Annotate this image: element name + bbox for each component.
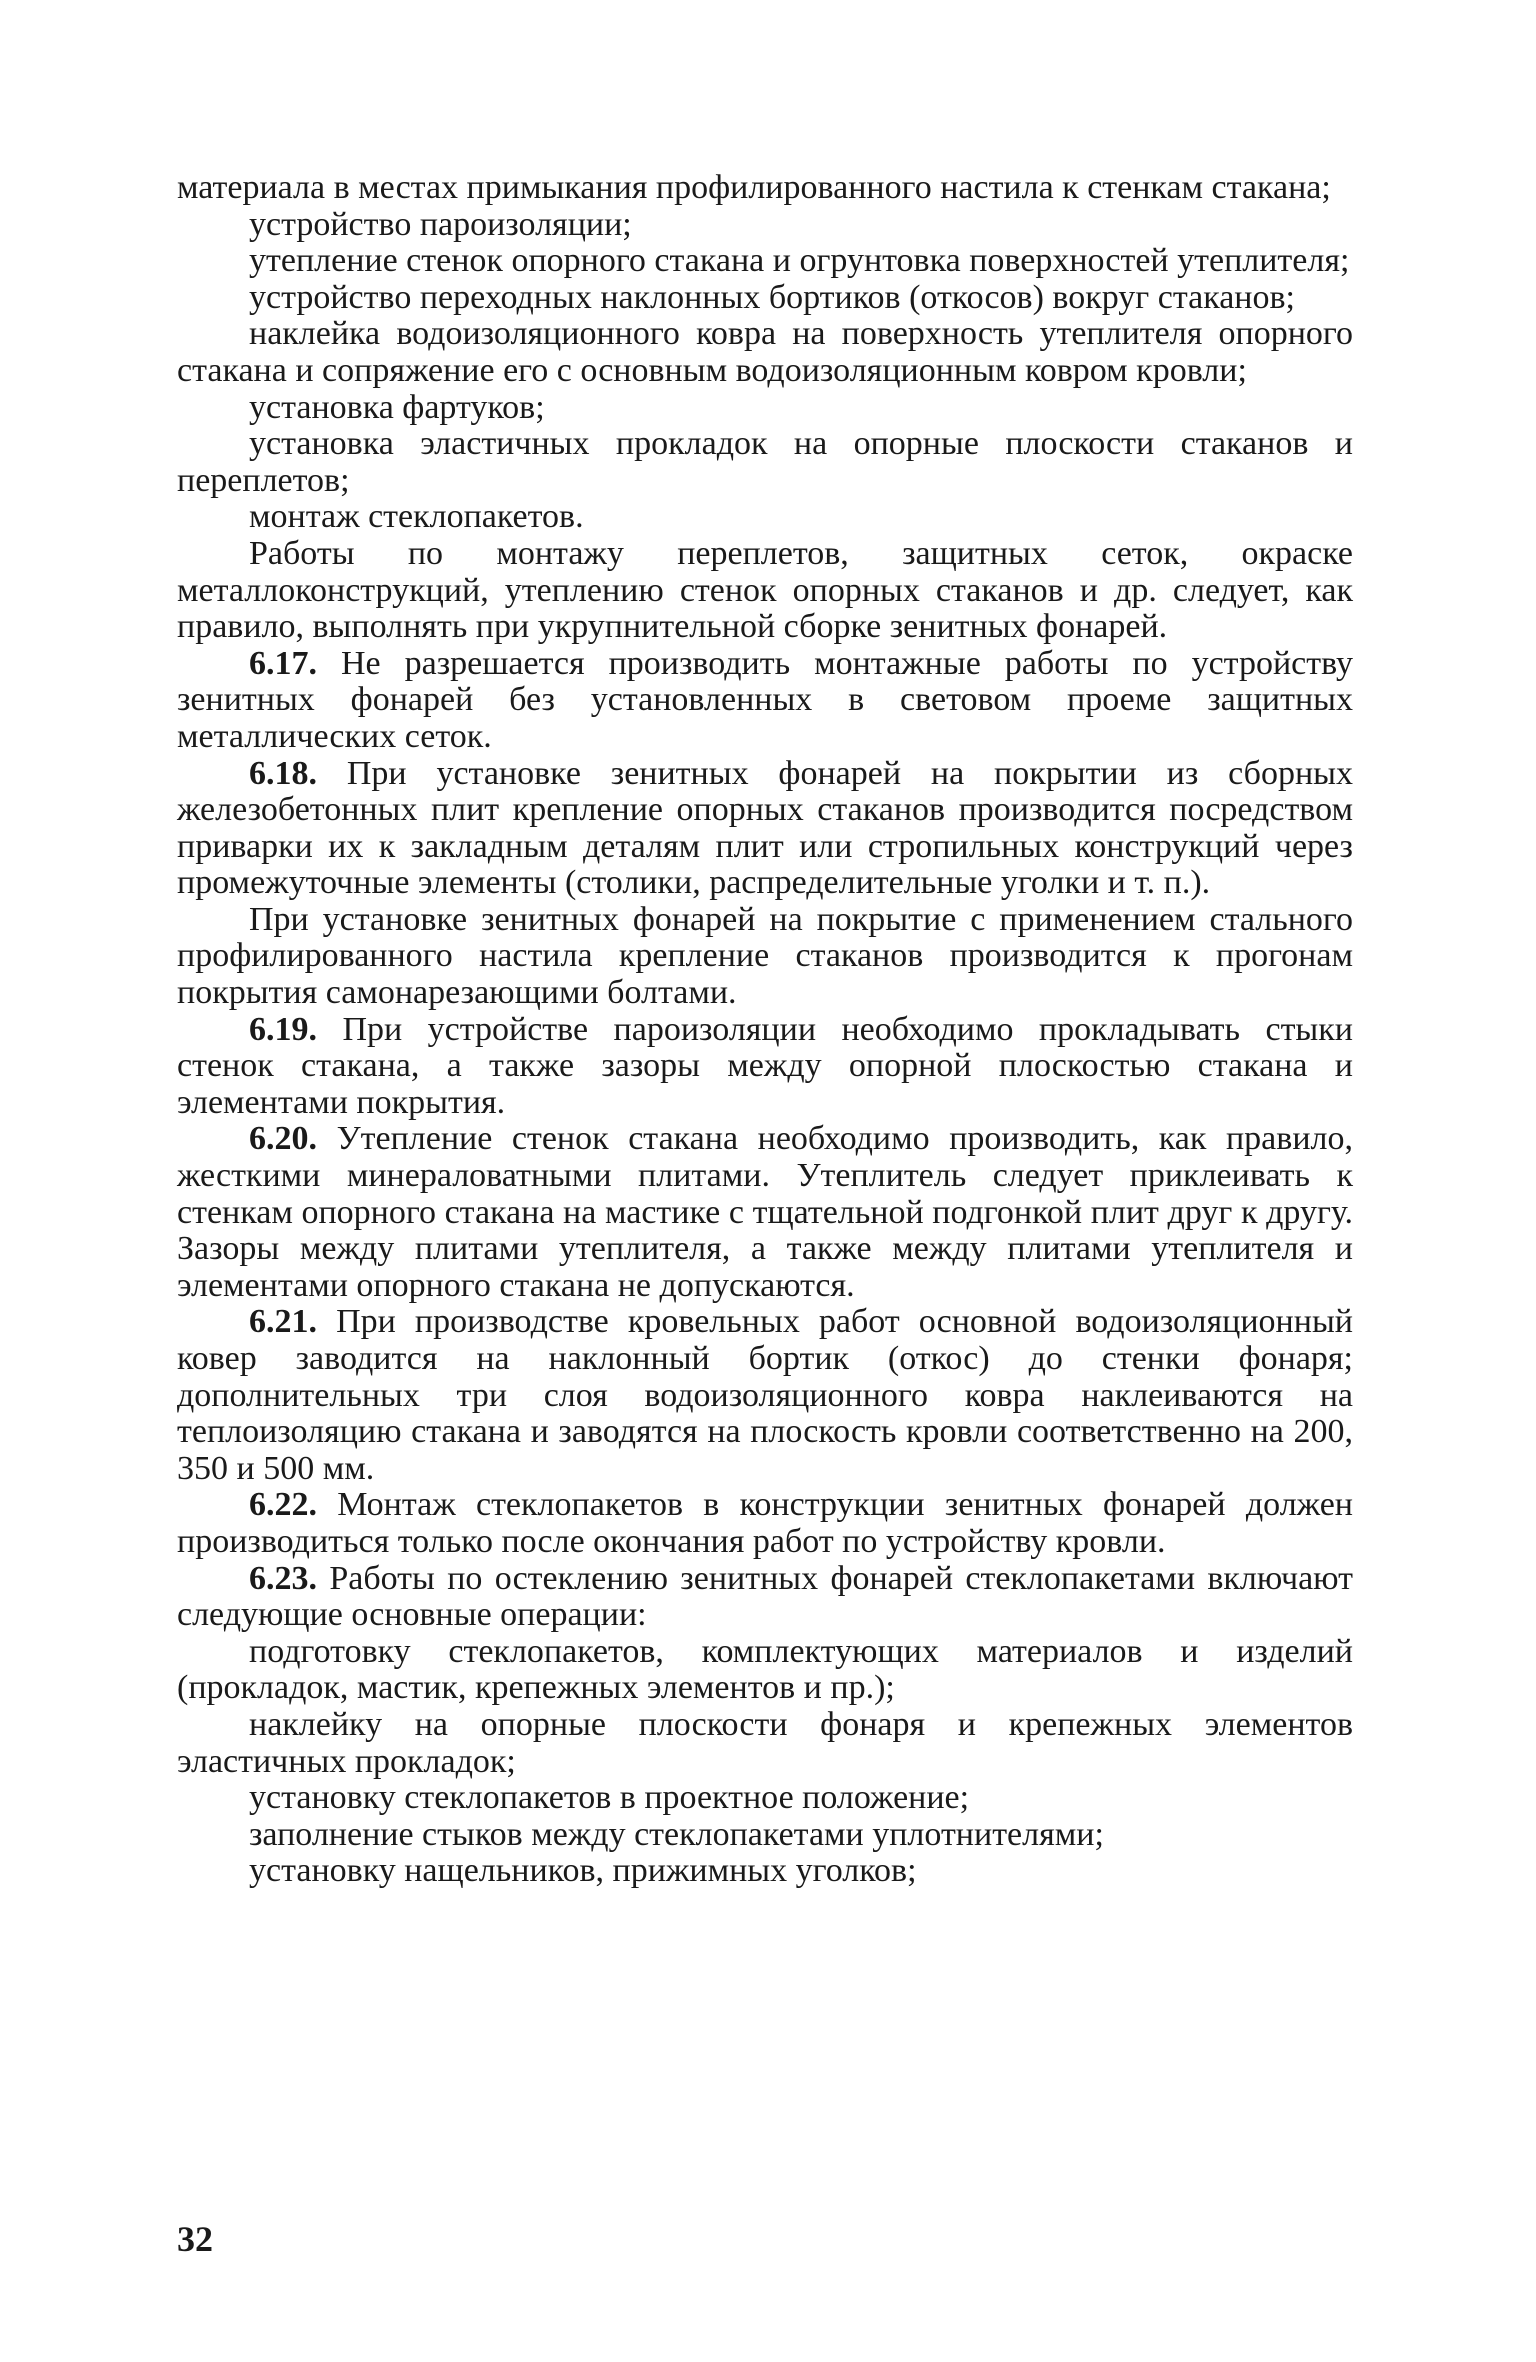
clause-number: 6.18. <box>249 754 317 792</box>
clause-text: Не разрешается производить монтажные работы по устройству зенитных фонарей без установленных в световом проеме защитных металлических сеток. <box>177 644 1353 755</box>
clause-text: Утепление стенок стакана необходимо производить, как правило, жесткими минераловатными плитами. Утеплитель следует приклеивать к стенкам опорного стакана на мастике с тщательной подгонкой плит друг к другу. Зазоры между плитами утеплителя, а также между плитами утеплителя и элементами опорного стакана не допускаются. <box>177 1120 1353 1304</box>
list-item-installation: установку стеклопакетов в проектное положение; <box>249 1779 970 1817</box>
list-item-glass-units: монтаж стеклопакетов. <box>249 498 584 536</box>
list-item-slopes: устройство переходных наклонных бортиков (откосов) вокруг стаканов; <box>249 278 1295 316</box>
clause-text: При установке зенитных фонарей на покрытии из сборных железобетонных плит крепление опорных стаканов производится посредством приварки их к закладным деталям плит или стропильных конструкций через промежуточные элементы (столики, распределительные уголки и т. п.). <box>177 754 1353 902</box>
clause-text: При устройстве пароизоляции необходимо прокладывать стыки стенок стакана, а также зазоры между опорной плоскостью стакана и элементами покрытия. <box>177 1010 1353 1121</box>
clause-6-23 <box>177 1561 1353 1634</box>
document-body <box>177 170 1353 1890</box>
page-number: 32 <box>177 2219 213 2259</box>
list-item-insulation: утепление стенок опорного стакана и огрунтовка поверхностей утеплителя; <box>249 242 1350 280</box>
list-item-aprons: установка фартуков; <box>249 388 545 426</box>
paragraph-frame-works: Работы по монтажу переплетов, защитных сеток, окраске металлоконструкций, утеплению стенок опорных стаканов и др. следует, как правило, выполнять при укрупнительной сборке зенитных фонарей. <box>177 534 1353 646</box>
clause-number: 6.23. <box>249 1559 317 1597</box>
list-item-gaskets: установка эластичных прокладок на опорные плоскости стаканов и переплетов; <box>177 425 1353 499</box>
clause-text: При производстве кровельных работ основной водоизоляционный ковер заводится на наклонный бортик (откос) до стенки фонаря; дополнительных три слоя водоизоляционного ковра наклеиваются на теплоизоляцию стакана и заводятся на плоскость кровли соответственно на 200, 350 и 500 мм. <box>177 1303 1353 1487</box>
clause-6-21 <box>177 1304 1353 1487</box>
clause-text: Работы по остеклению зенитных фонарей стеклопакетами включают следующие основные операции: <box>177 1559 1353 1634</box>
clause-text: Монтаж стеклопакетов в конструкции зенитных фонарей должен производиться только после окончания работ по устройству кровли. <box>177 1486 1353 1560</box>
list-item-preparation: подготовку стеклопакетов, комплектующих материалов и изделий (прокладок, мастик, крепежных элементов и пр.); <box>177 1632 1353 1707</box>
clause-6-19 <box>177 1012 1353 1122</box>
paragraph-steel-deck: При установке зенитных фонарей на покрытие с применением стального профилированного настила крепление стаканов производится к прогонам покрытия самонарезающими болтами. <box>177 900 1353 1012</box>
paragraph-continuation: материала в местах примыкания профилированного настила к стенкам стакана; <box>177 169 1331 206</box>
clause-number: 6.20. <box>249 1120 317 1158</box>
list-item-gasket-gluing: наклейку на опорные плоскости фонаря и крепежных элементов эластичных прокладок; <box>177 1705 1353 1780</box>
clause-number: 6.17. <box>249 644 317 682</box>
list-item-joint-filling: заполнение стыков между стеклопакетами уплотнителями; <box>249 1815 1104 1853</box>
clause-6-18 <box>177 756 1353 902</box>
list-item-cover-strips: установку нащельников, прижимных уголков; <box>249 1852 917 1890</box>
clause-number: 6.21. <box>249 1303 317 1341</box>
list-item-vapor-barrier: устройство пароизоляции; <box>249 205 632 243</box>
clause-6-17 <box>177 646 1353 756</box>
clause-6-22 <box>177 1487 1353 1560</box>
list-item-waterproofing: наклейка водоизоляционного ковра на поверхность утеплителя опорного стакана и сопряжение его с основным водоизоляционным ковром кровли; <box>177 315 1353 389</box>
clause-6-20 <box>177 1121 1353 1304</box>
clause-number: 6.22. <box>249 1486 317 1524</box>
clause-number: 6.19. <box>249 1010 317 1048</box>
